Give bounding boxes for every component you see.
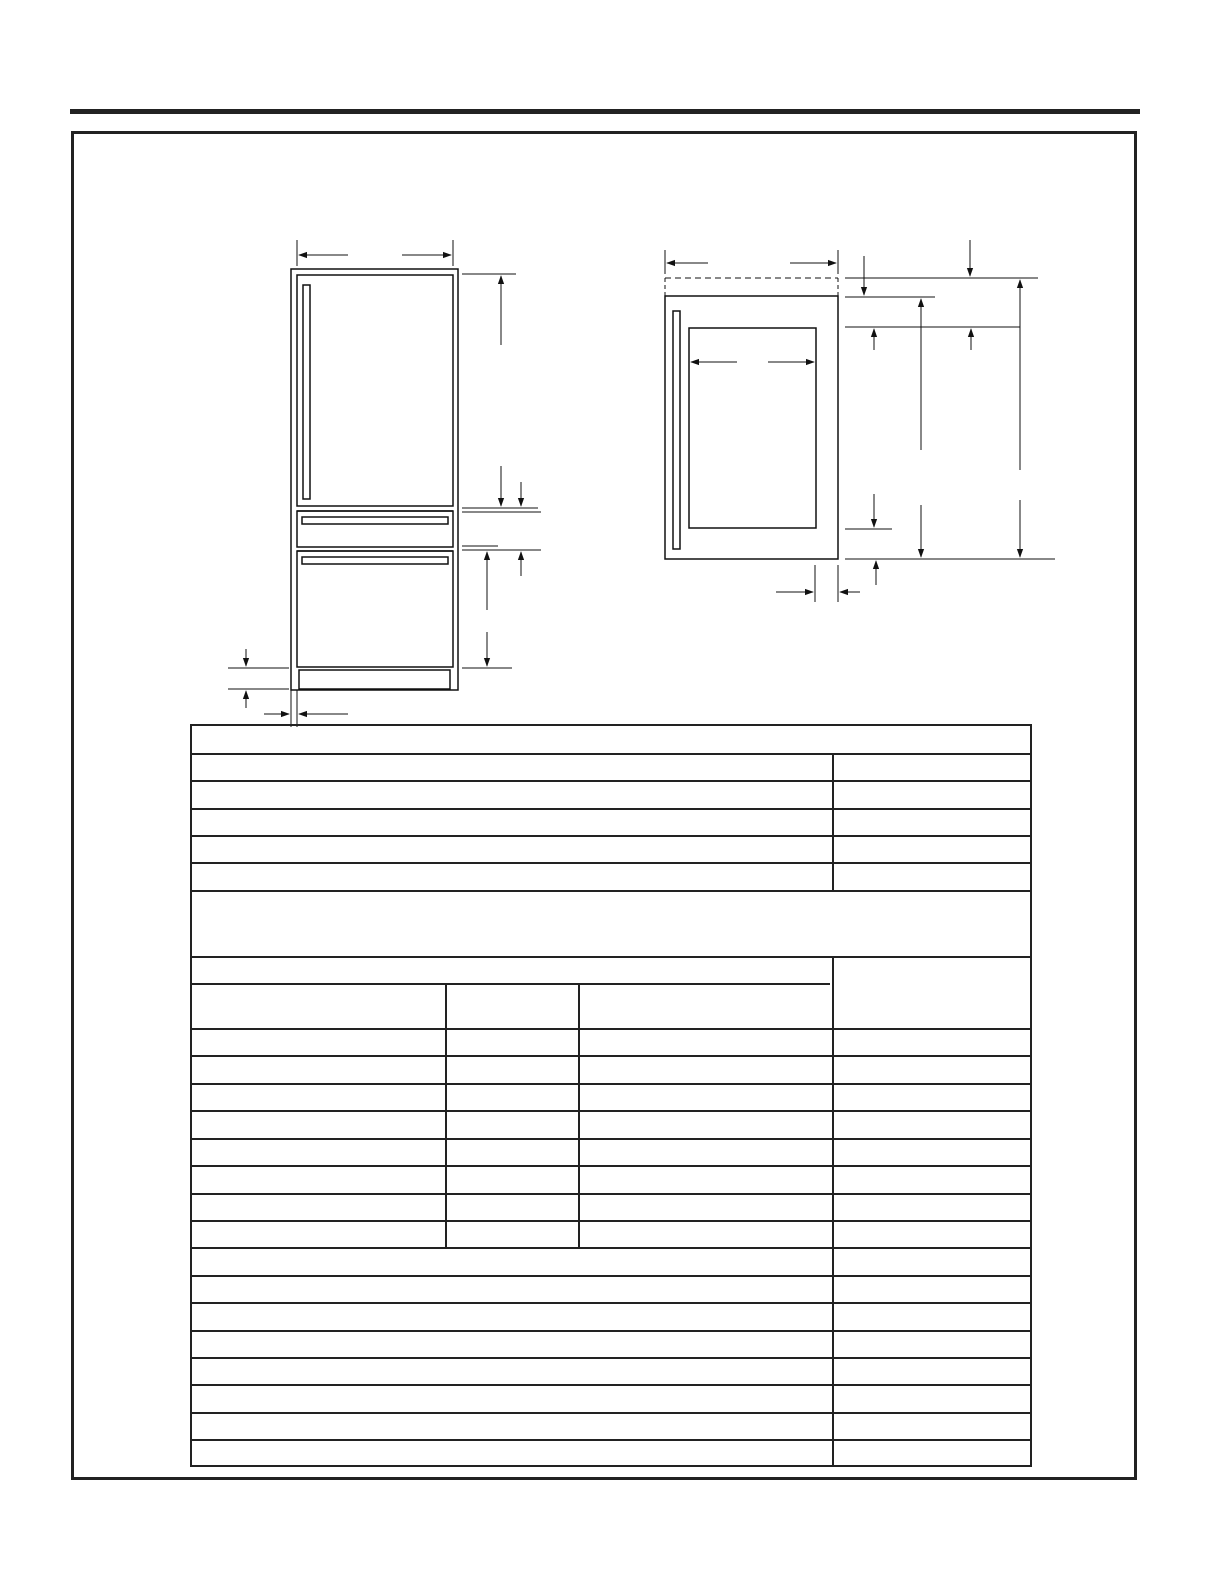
table-row-divider — [192, 890, 1030, 892]
table-col-divider — [578, 983, 580, 1249]
table-row-divider — [192, 808, 1030, 810]
spec-table — [190, 724, 1032, 1467]
lower-drawer — [297, 551, 453, 667]
table-row-divider — [192, 1247, 1030, 1249]
table-row-divider — [192, 1384, 1030, 1386]
table-row-divider — [192, 1083, 1030, 1085]
table-row-divider — [192, 1412, 1030, 1414]
table-row-divider — [192, 862, 1030, 864]
door-panel-handle — [673, 311, 680, 549]
table-row-divider — [192, 1330, 1030, 1332]
table-row-divider — [192, 1138, 1030, 1140]
table-row-divider — [192, 1028, 1030, 1030]
table-col-divider — [832, 753, 834, 890]
table-col-divider — [832, 956, 834, 1467]
table-row-divider — [192, 1055, 1030, 1057]
door-panel-elevation-icon — [665, 240, 1055, 602]
table-row-divider — [192, 1165, 1030, 1167]
table-row-divider — [192, 1302, 1030, 1304]
door-panel — [665, 296, 838, 559]
lower-drawer-handle — [302, 557, 448, 564]
outer-cabinet — [291, 269, 458, 690]
toe-kick — [299, 670, 450, 689]
table-row-divider — [192, 956, 1030, 958]
table-row-divider — [192, 1220, 1030, 1222]
glass-inset — [689, 328, 816, 528]
table-row-divider — [192, 983, 830, 985]
table-row-divider — [192, 1357, 1030, 1359]
upper-door-handle — [303, 285, 310, 499]
table-row-divider — [192, 1193, 1030, 1195]
table-row-divider — [192, 780, 1030, 782]
table-row-divider — [192, 753, 1030, 755]
upper-door — [297, 275, 453, 506]
table-row-divider — [192, 1275, 1030, 1277]
table-col-divider — [445, 983, 447, 1249]
bottom-freezer-refrigerator-elevation-icon — [228, 240, 541, 727]
table-row-divider — [192, 1110, 1030, 1112]
middle-drawer-handle — [302, 517, 448, 524]
table-row-divider — [192, 1439, 1030, 1441]
table-row-divider — [192, 835, 1030, 837]
